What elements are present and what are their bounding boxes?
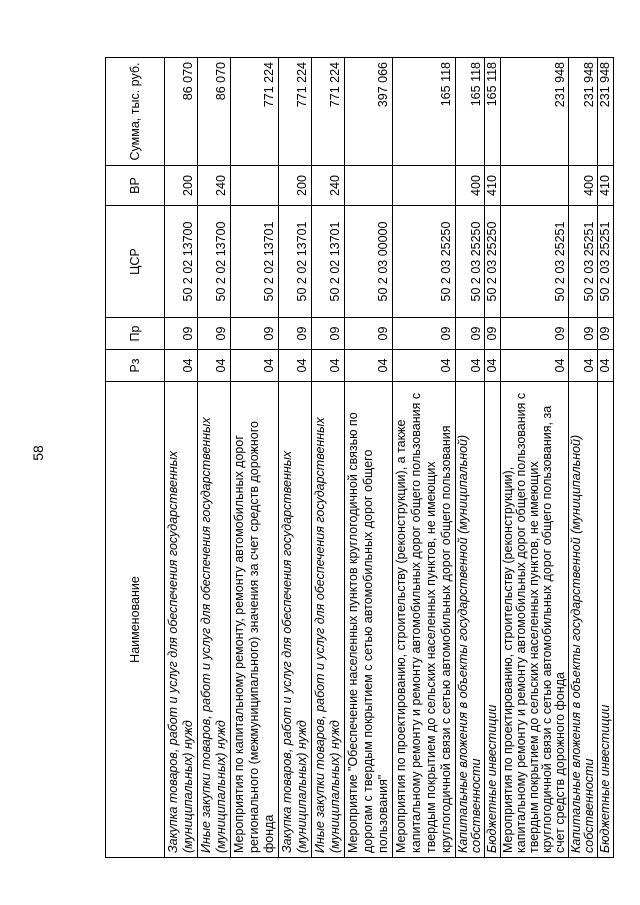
- cell-vr: 240: [198, 166, 231, 206]
- cell-name: Иные закупки товаров, работ и услуг для обеспечения государственных (муниципальных) нужд: [198, 382, 231, 858]
- cell-name: Мероприятия по капитальному ремонту, ремонту автомобильных дорог регионального (межмуниципального) значения за счет средств дорожного фонда: [231, 382, 279, 858]
- cell-pr: 09: [165, 318, 198, 350]
- cell-name: Капитальные вложения в объекты государственной (муниципальной) собственности: [569, 382, 598, 858]
- cell-csr: 50 2 03 25251: [569, 206, 598, 318]
- table-row: [312, 58, 345, 858]
- cell-sum: 86 070: [165, 58, 198, 166]
- cell-sum: 231 948: [598, 58, 614, 166]
- cell-sum: 397 066: [345, 58, 393, 166]
- cell-pr: 09: [598, 318, 614, 350]
- cell-pr: 09: [231, 318, 279, 350]
- table-row: [165, 58, 198, 858]
- table-row: [485, 58, 501, 858]
- cell-rz: 04: [312, 350, 345, 382]
- cell-vr: 410: [598, 166, 614, 206]
- cell-pr: 09: [456, 318, 485, 350]
- table-row: [501, 58, 569, 858]
- cell-rz: 04: [501, 350, 569, 382]
- table-body: [165, 58, 614, 858]
- table-row: [456, 58, 485, 858]
- cell-csr: 50 2 03 00000: [345, 206, 393, 318]
- header-row: [106, 58, 165, 858]
- cell-pr: 09: [485, 318, 501, 350]
- col-header-csr: ЦСР: [106, 206, 165, 318]
- cell-csr: 50 2 02 13701: [231, 206, 279, 318]
- cell-sum: 165 118: [393, 58, 456, 166]
- cell-csr: 50 2 02 13700: [165, 206, 198, 318]
- table-row: [198, 58, 231, 858]
- cell-rz: 04: [231, 350, 279, 382]
- cell-sum: 771 224: [312, 58, 345, 166]
- cell-pr: 09: [501, 318, 569, 350]
- cell-rz: 04: [598, 350, 614, 382]
- cell-vr: [501, 166, 569, 206]
- cell-pr: 09: [279, 318, 312, 350]
- col-header-pr: Пр: [106, 318, 165, 350]
- cell-name: Капитальные вложения в объекты государственной (муниципальной) собственности: [456, 382, 485, 858]
- cell-vr: [393, 166, 456, 206]
- cell-vr: 400: [456, 166, 485, 206]
- cell-csr: 50 2 03 25251: [598, 206, 614, 318]
- cell-vr: [231, 166, 279, 206]
- cell-vr: 200: [165, 166, 198, 206]
- cell-sum: 165 118: [485, 58, 501, 166]
- col-header-vr: ВР: [106, 166, 165, 206]
- cell-name: Закупка товаров, работ и услуг для обеспечения государственных (муниципальных) нужд: [279, 382, 312, 858]
- cell-rz: 04: [456, 350, 485, 382]
- table-row: [598, 58, 614, 858]
- cell-name: Бюджетные инвестиции: [598, 382, 614, 858]
- cell-csr: 50 2 03 25250: [393, 206, 456, 318]
- cell-vr: [345, 166, 393, 206]
- cell-csr: 50 2 03 25251: [501, 206, 569, 318]
- cell-csr: 50 2 02 13700: [198, 206, 231, 318]
- cell-rz: 04: [165, 350, 198, 382]
- cell-pr: 09: [345, 318, 393, 350]
- cell-name: Иные закупки товаров, работ и услуг для обеспечения государственных (муниципальных) нужд: [312, 382, 345, 858]
- cell-csr: 50 2 02 13701: [312, 206, 345, 318]
- cell-pr: 09: [393, 318, 456, 350]
- cell-rz: 04: [569, 350, 598, 382]
- cell-csr: 50 2 03 25250: [456, 206, 485, 318]
- cell-name: Мероприятие "Обеспечение населенных пунктов круглогодичной связью по дорогам с твердым покрытием с сетью автомобильных дорог общего пользования": [345, 382, 393, 858]
- cell-sum: 165 118: [456, 58, 485, 166]
- cell-name: Закупка товаров, работ и услуг для обеспечения государственных (муниципальных) нужд: [165, 382, 198, 858]
- table-row: [231, 58, 279, 858]
- cell-sum: 231 948: [501, 58, 569, 166]
- cell-vr: 200: [279, 166, 312, 206]
- cell-csr: 50 2 03 25250: [485, 206, 501, 318]
- budget-table: [105, 57, 614, 858]
- cell-name: Мероприятия по проектированию, строительству (реконструкции), а также капитальному ремонту и ремонту автомобильных дорог общего пользования с твердым покрытием до сельских населенных пунктов, не имеющих круглогодичной связи с сетью автомобильных дорог общего пользования: [393, 382, 456, 858]
- col-header-name: Наименование: [106, 382, 165, 858]
- table-row: [345, 58, 393, 858]
- cell-sum: 86 070: [198, 58, 231, 166]
- budget-table-container: [105, 58, 612, 858]
- cell-pr: 09: [312, 318, 345, 350]
- cell-csr: 50 2 02 13701: [279, 206, 312, 318]
- cell-vr: 410: [485, 166, 501, 206]
- cell-rz: 04: [393, 350, 456, 382]
- cell-vr: 400: [569, 166, 598, 206]
- cell-rz: 04: [485, 350, 501, 382]
- cell-rz: 04: [279, 350, 312, 382]
- cell-rz: 04: [198, 350, 231, 382]
- page-number: 58: [30, 445, 46, 461]
- table-row: [279, 58, 312, 858]
- col-header-sum: Сумма, тыс. руб.: [106, 58, 165, 166]
- cell-name: Бюджетные инвестиции: [485, 382, 501, 858]
- cell-vr: 240: [312, 166, 345, 206]
- table-row: [569, 58, 598, 858]
- cell-sum: 771 224: [231, 58, 279, 166]
- cell-rz: 04: [345, 350, 393, 382]
- col-header-rz: Рз: [106, 350, 165, 382]
- cell-sum: 771 224: [279, 58, 312, 166]
- table-row: [393, 58, 456, 858]
- cell-pr: 09: [198, 318, 231, 350]
- cell-pr: 09: [569, 318, 598, 350]
- cell-sum: 231 948: [569, 58, 598, 166]
- cell-name: Мероприятия по проектированию, строительству (реконструкции), капитальному ремонту и ремонту автомобильных дорог общего пользования с твердым покрытием до сельских населенных пунктов, не имеющих круглогодичной связи с сетью автомобильных дорог общего пользования, за счет средств дорожного фонда: [501, 382, 569, 858]
